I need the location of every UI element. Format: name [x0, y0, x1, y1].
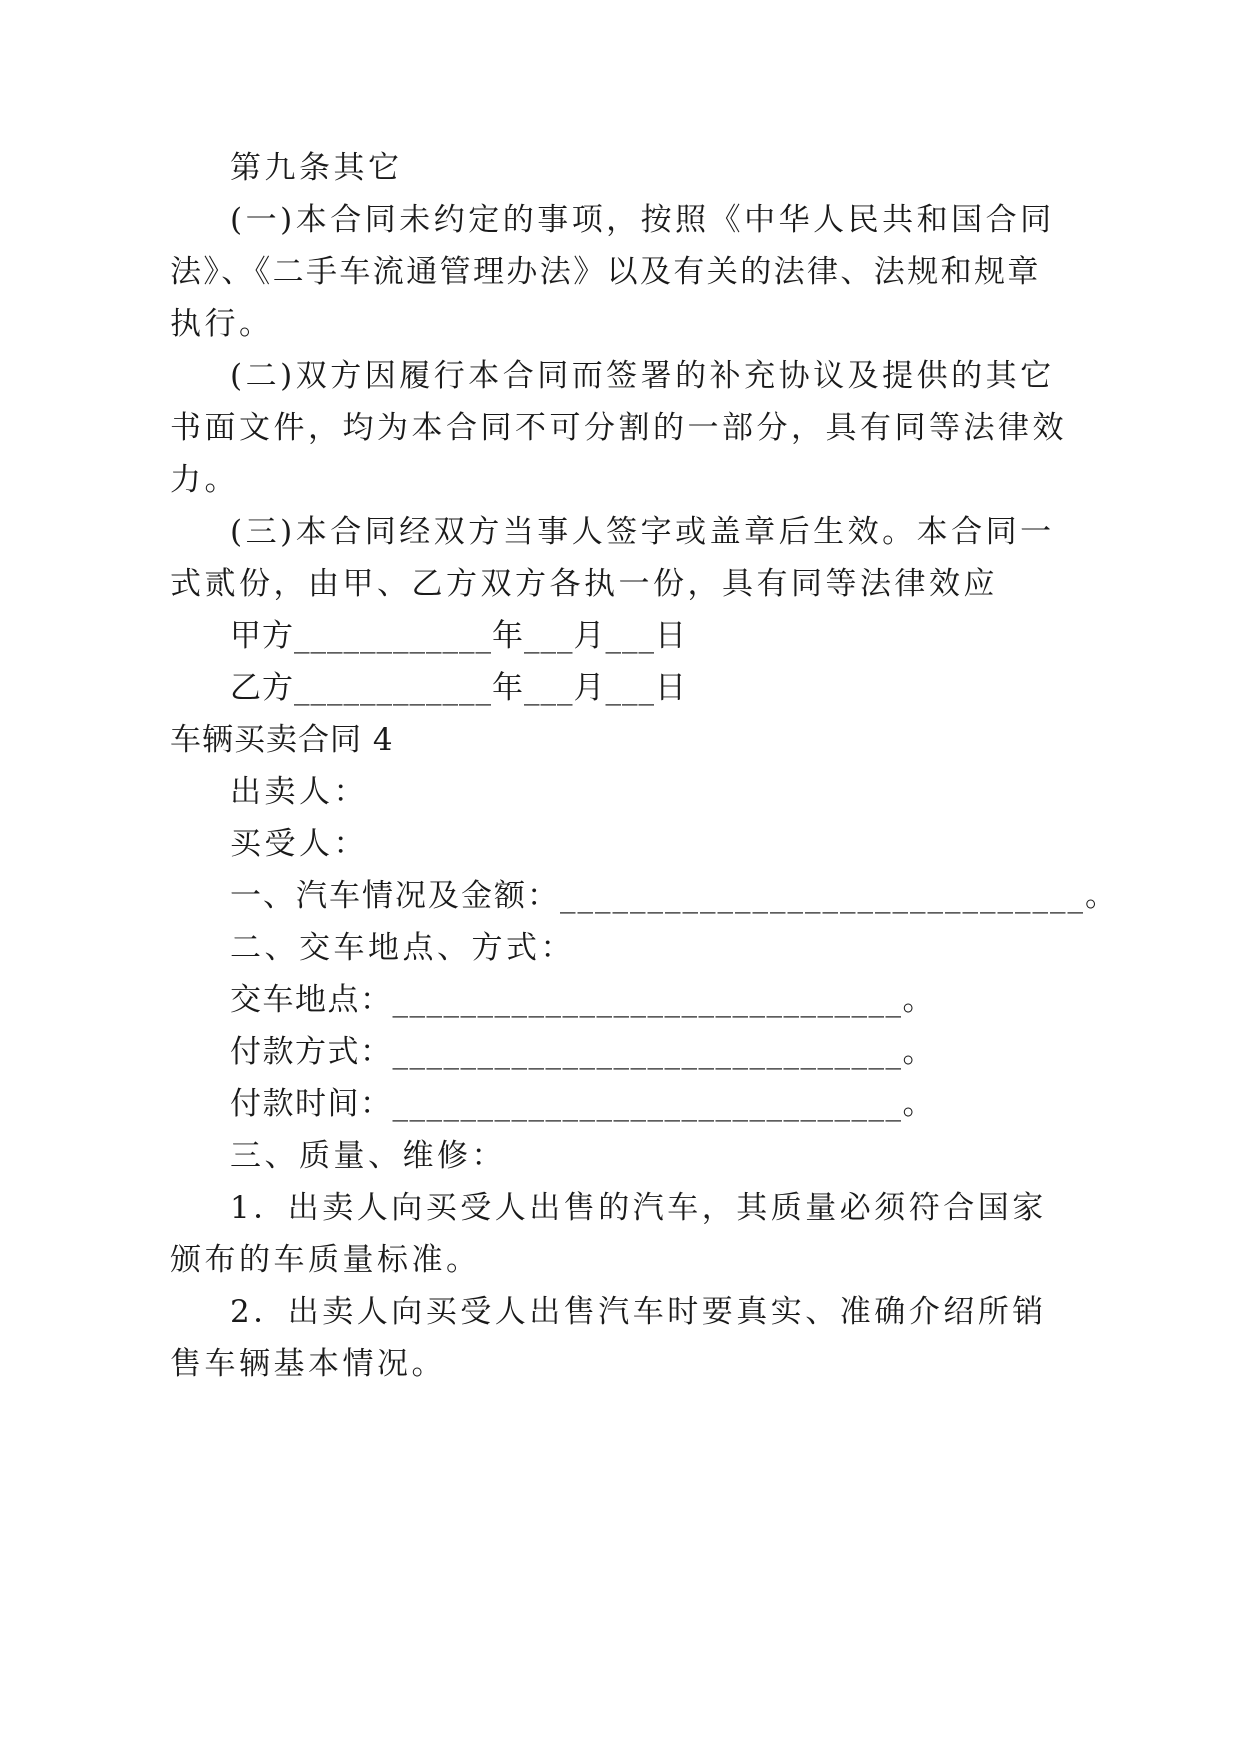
article-9-item-2-line-2: 书面文件，均为本合同不可分割的一部分，具有同等法律效 — [170, 410, 1067, 446]
payment-time-line: 付款时间：______________________________。 — [230, 1086, 935, 1122]
seller-label: 出卖人： — [230, 774, 368, 810]
article-9-item-2-line-3: 力。 — [170, 462, 239, 498]
clause-2-line-2: 售车辆基本情况。 — [170, 1346, 446, 1382]
contract-4-title: 车辆买卖合同 4 — [170, 722, 394, 758]
section-3-quality-repair: 三、质量、维修： — [230, 1138, 506, 1174]
article-9-item-1-line-3: 执行。 — [170, 306, 274, 342]
article-9-item-1-line-1: (一)本合同未约定的事项，按照《中华人民共和国合同 — [230, 202, 1055, 238]
clause-1-line-1: 1．出卖人向买受人出售的汽车，其质量必须符合国家 — [230, 1190, 1047, 1226]
section-1-vehicle-and-amount: 一、汽车情况及金额：______________________________。 — [230, 878, 1118, 914]
article-9-item-3-line-2: 式贰份，由甲、乙方双方各执一份，具有同等法律效应 — [170, 566, 998, 602]
payment-method-line: 付款方式：______________________________。 — [230, 1034, 935, 1070]
buyer-label: 买受人： — [230, 826, 368, 862]
article-9-item-1-line-2: 法》、《二手车流通管理办法》以及有关的法律、法规和规章 — [170, 254, 1041, 290]
section-2-delivery: 二、交车地点、方式： — [230, 930, 575, 966]
article-9-item-3-line-1: (三)本合同经双方当事人签字或盖章后生效。本合同一 — [230, 514, 1055, 550]
clause-2-line-1: 2．出卖人向买受人出售汽车时要真实、准确介绍所销 — [230, 1294, 1047, 1330]
article-9-heading: 第九条其它 — [230, 150, 403, 186]
delivery-place-line: 交车地点：______________________________。 — [230, 982, 935, 1018]
party-b-signature-line: 乙方____________年___月___日 — [230, 670, 687, 706]
party-a-signature-line: 甲方____________年___月___日 — [230, 618, 687, 654]
article-9-item-2-line-1: (二)双方因履行本合同而签署的补充协议及提供的其它 — [230, 358, 1055, 394]
clause-1-line-2: 颁布的车质量标准。 — [170, 1242, 481, 1278]
